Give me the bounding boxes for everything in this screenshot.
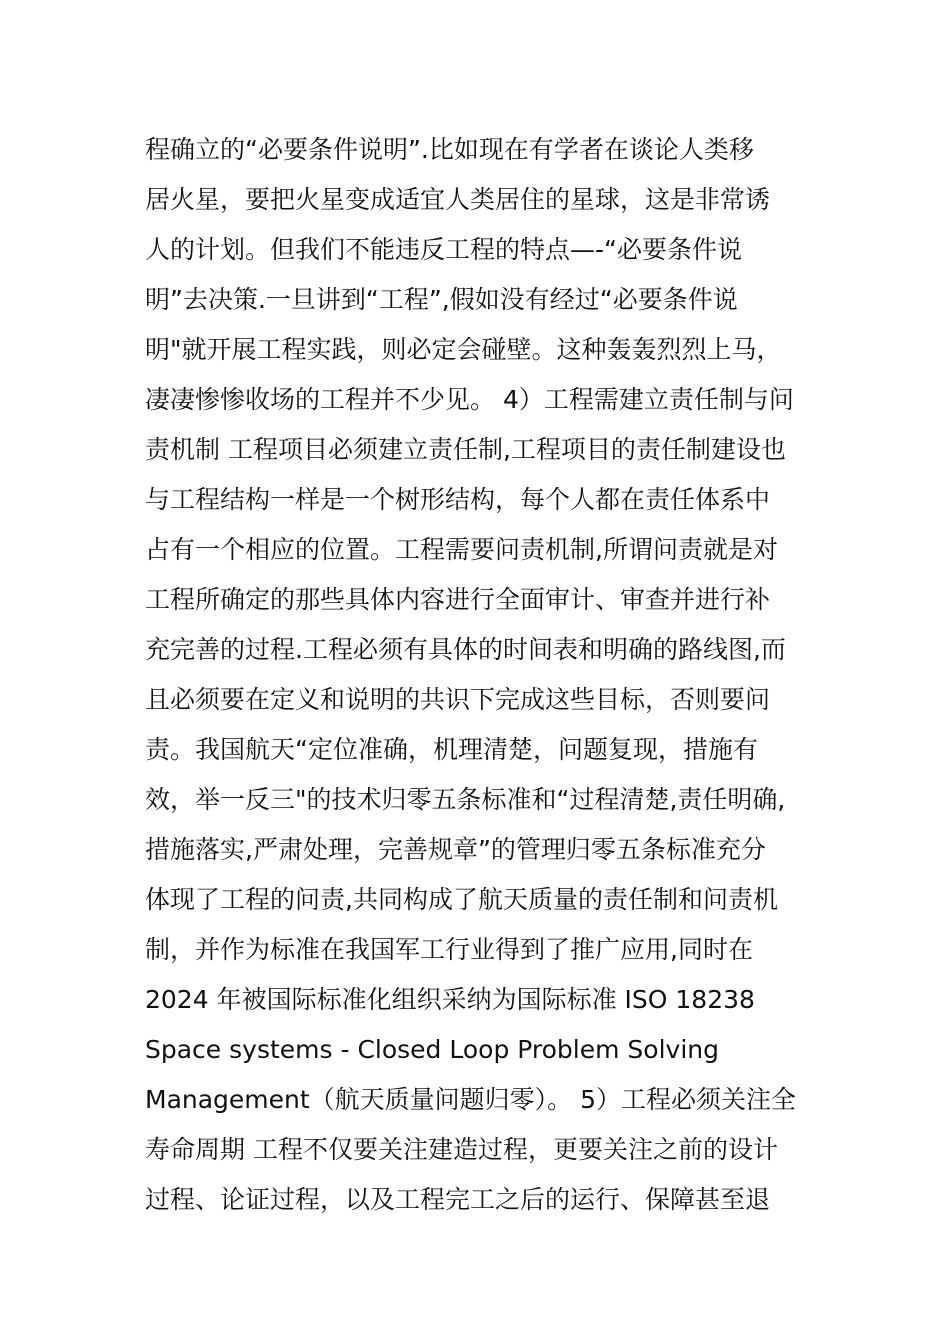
text-line: 人的计划。但我们不能违反工程的特点—-“必要条件说 [145, 235, 742, 264]
text-line: 明”去决策.一旦讲到“工程”,假如没有经过“必要条件说 [145, 285, 738, 314]
text-line: 明"就开展工程实践，则必定会碰壁。这种轰轰烈烈上马， [145, 335, 782, 364]
text-line: 居火星，要把火星变成适宜人类居住的星球，这是非常诱 [145, 185, 771, 214]
text-line: 充完善的过程.工程必须有具体的时间表和明确的路线图,而 [145, 635, 786, 664]
text-line: 且必须要在定义和说明的共识下完成这些目标，否则要问 [145, 685, 771, 714]
text-line: 工程所确定的那些具体内容进行全面审计、审查并进行补 [145, 585, 771, 614]
text-line: 占有一个相应的位置。工程需要问责机制,所谓问责就是对 [145, 535, 778, 564]
text-line: Space systems - Closed Loop Problem Solving [145, 1035, 719, 1064]
text-line: 责。我国航天“定位准确，机理清楚，问题复现，措施有 [145, 735, 758, 764]
text-line: 制，并作为标准在我国军工行业得到了推广应用,同时在 [145, 935, 753, 964]
text-line: 凄凄惨惨收场的工程并不少见。 4）工程需建立责任制与问 [145, 385, 794, 414]
text-line: 2024 年被国际标准化组织采纳为国际标准 ISO 18238 [145, 985, 755, 1014]
body-text [145, 128, 825, 1228]
text-line: 寿命周期 工程不仅要关注建造过程，更要关注之前的设计 [145, 1135, 778, 1164]
text-line: 措施落实,严肃处理，完善规章”的管理归零五条标准充分 [145, 835, 766, 864]
text-line: 程确立的“必要条件说明”.比如现在有学者在谈论人类移 [145, 135, 754, 164]
text-line: 过程、论证过程，以及工程完工之后的运行、保障甚至退 [145, 1185, 771, 1214]
text-line: 与工程结构一样是一个树形结构，每个人都在责任体系中 [145, 485, 771, 514]
text-line: Management（航天质量问题归零）。 5）工程必须关注全 [145, 1085, 797, 1114]
text-line: 责机制 工程项目必须建立责任制,工程项目的责任制建设也 [145, 435, 786, 464]
text-line: 效，举一反三"的技术归零五条标准和“过程清楚,责任明确, [145, 785, 786, 814]
text-line: 体现了工程的问责,共同构成了航天质量的责任制和问责机 [145, 885, 778, 914]
